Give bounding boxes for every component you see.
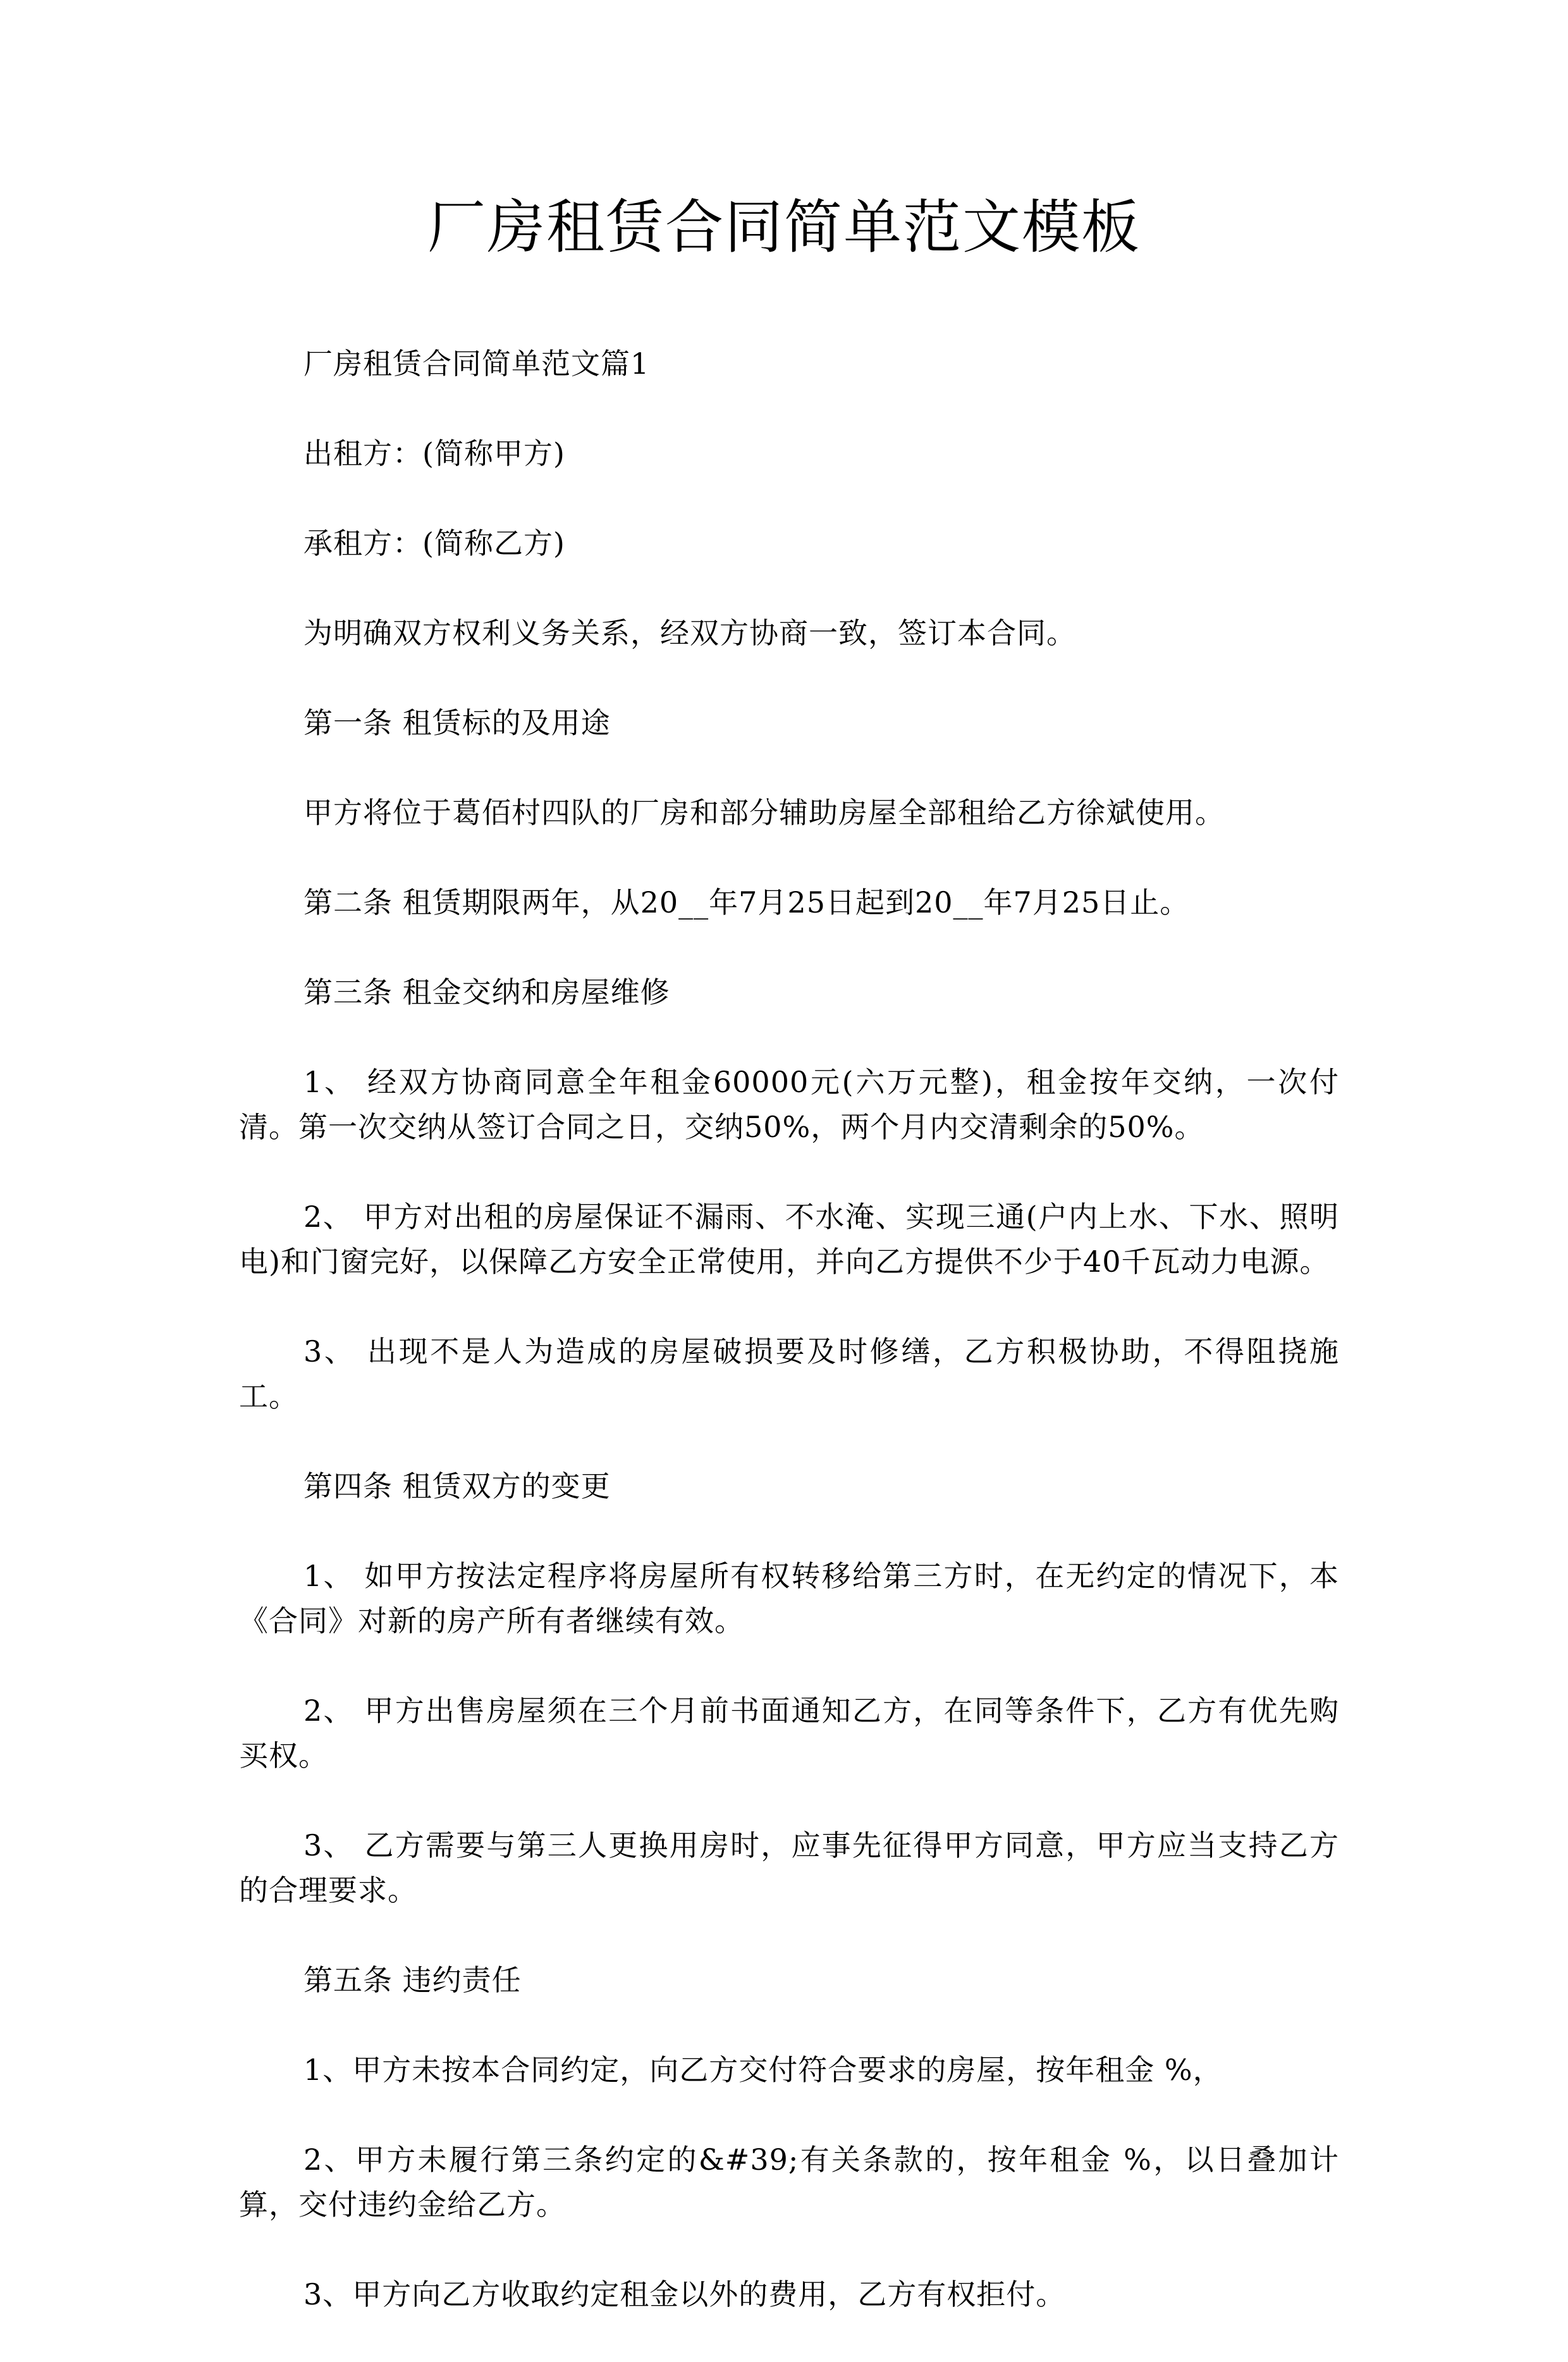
article-5-heading: 第五条 违约责任 <box>303 1963 522 1997</box>
article-4-heading: 第四条 租赁双方的变更 <box>303 1469 611 1503</box>
article-5-item-3: 3、甲方向乙方收取约定租金以外的费用，乙方有权拒付。 <box>303 2277 1066 2311</box>
article-4-item-1: 1、 如甲方按法定程序将房屋所有权转移给第三方时，在无约定的情况下，本《合同》对新的房产所有者继续有效。 <box>239 1559 1339 1638</box>
document-title: 厂房租赁合同简单范文模板 <box>427 194 1141 261</box>
article-3-heading: 第三条 租金交纳和房屋维修 <box>303 975 670 1009</box>
preamble: 为明确双方权利义务关系，经双方协商一致，签订本合同。 <box>303 616 1076 650</box>
lessee-line: 承租方：(简称乙方) <box>303 526 565 560</box>
section-heading-part1: 厂房租赁合同简单范文篇1 <box>303 347 650 381</box>
article-5-item-2: 2、甲方未履行第三条约定的&#39;有关条款的，按年租金 %，以日叠加计算，交付违约金给乙方。 <box>239 2143 1339 2222</box>
article-3-item-2: 2、 甲方对出租的房屋保证不漏雨、不水淹、实现三通(户内上水、下水、照明电)和门窗完好，以保障乙方安全正常使用，并向乙方提供不少于40千瓦动力电源。 <box>239 1200 1339 1279</box>
lessor-line: 出租方：(简称甲方) <box>303 436 565 471</box>
article-2: 第二条 租赁期限两年，从20__年7月25日起到20__年7月25日止。 <box>303 885 1190 920</box>
article-3-item-3: 3、 出现不是人为造成的房屋破损要及时修缮，乙方积极协助，不得阻挠施工。 <box>239 1334 1339 1413</box>
article-1-body: 甲方将位于葛佰村四队的厂房和部分辅助房屋全部租给乙方徐斌使用。 <box>303 796 1225 830</box>
article-3-item-1: 1、 经双方协商同意全年租金60000元(六万元整)，租金按年交纳，一次付清。第一次交纳从签订合同之日，交纳50%，两个月内交清剩余的50%。 <box>239 1065 1339 1144</box>
article-4-item-3: 3、 乙方需要与第三人更换用房时，应事先征得甲方同意，甲方应当支持乙方的合理要求。 <box>239 1828 1339 1907</box>
article-5-item-1: 1、甲方未按本合同约定，向乙方交付符合要求的房屋，按年租金 %， <box>303 2053 1223 2087</box>
article-1-heading: 第一条 租赁标的及用途 <box>303 706 611 740</box>
document-body <box>239 341 1339 2362</box>
article-4-item-2: 2、 甲方出售房屋须在三个月前书面通知乙方，在同等条件下，乙方有优先购买权。 <box>239 1694 1339 1773</box>
